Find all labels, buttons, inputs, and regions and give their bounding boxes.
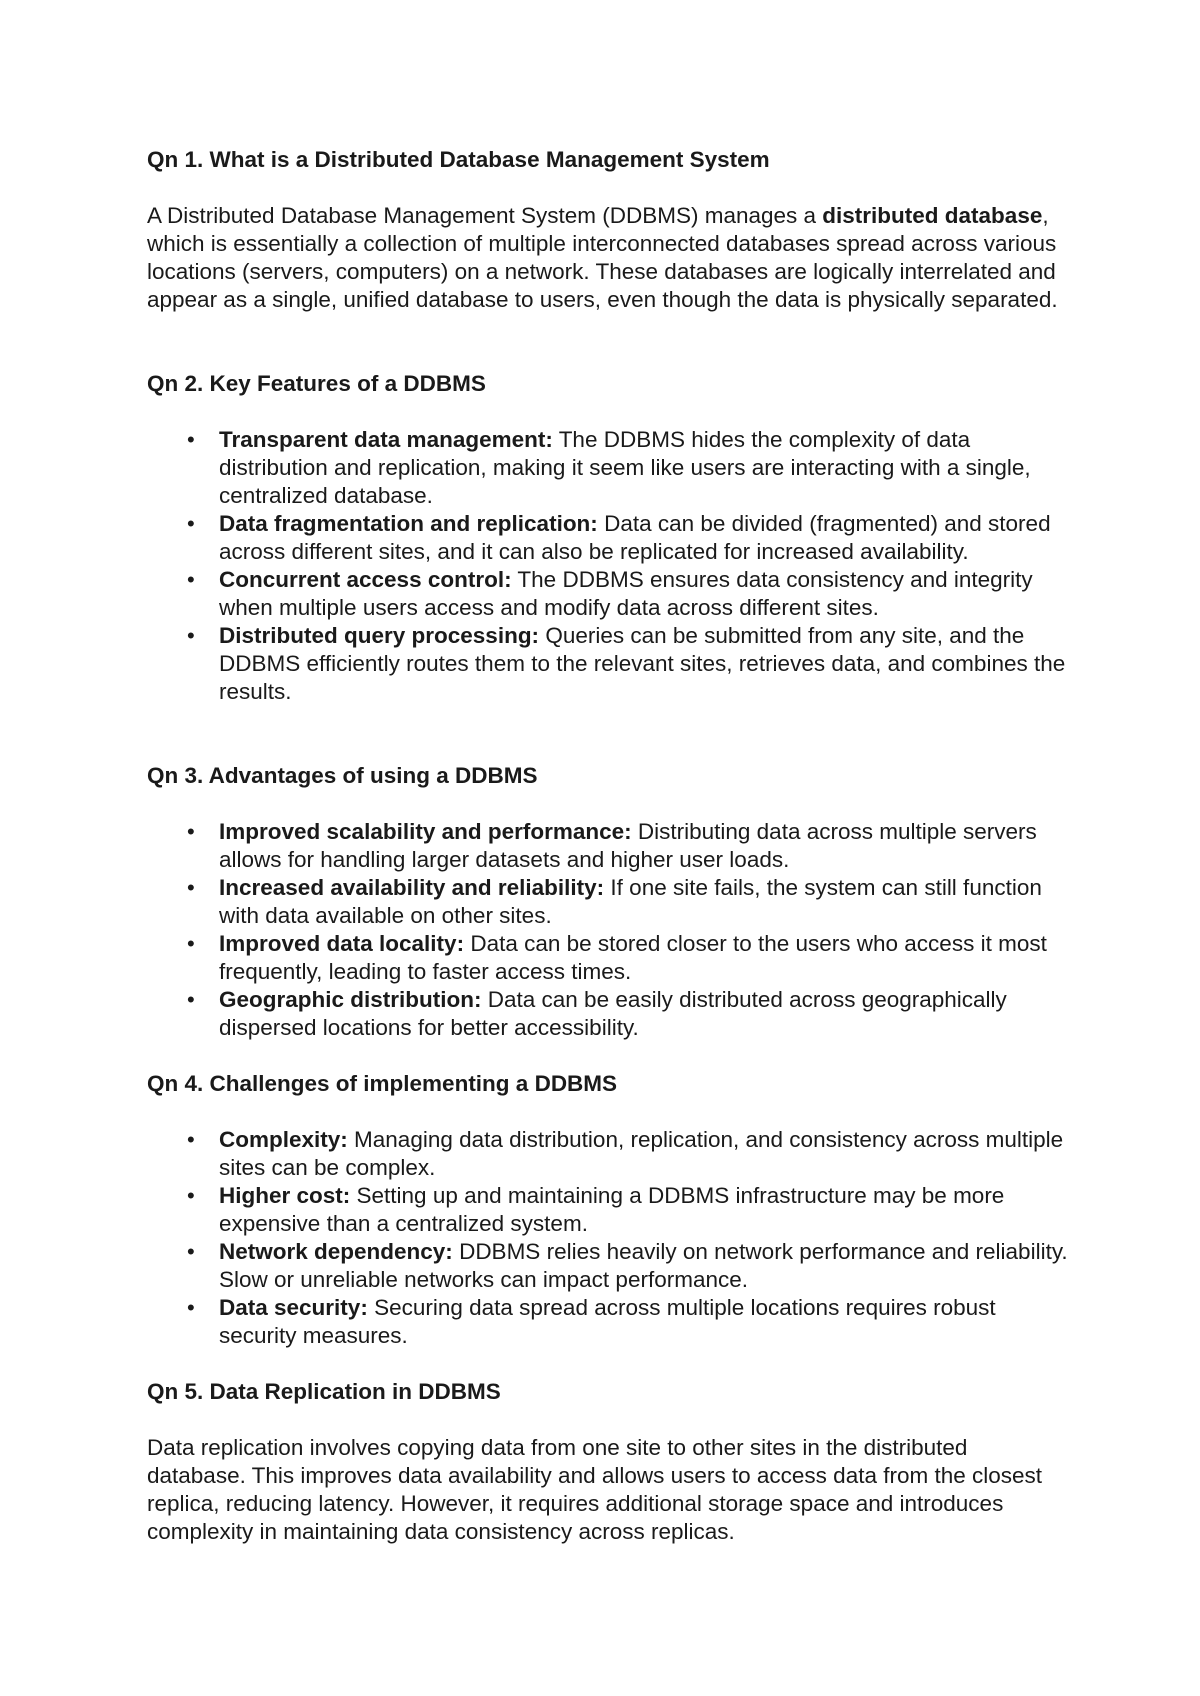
item-term: Improved scalability and performance: bbox=[219, 819, 632, 844]
item-term: Higher cost: bbox=[219, 1183, 351, 1208]
bullet-icon: • bbox=[187, 427, 195, 452]
list-item bbox=[147, 510, 1077, 566]
item-term: Increased availability and reliability: bbox=[219, 875, 605, 900]
item-term: Network dependency: bbox=[219, 1239, 453, 1264]
section-heading-3: Qn 3. Advantages of using a DDBMS bbox=[147, 763, 538, 788]
item-text: Data can be stored closer to the users who access it most frequently, leading to faster access times. bbox=[219, 931, 1047, 984]
paragraph-text: A Distributed Database Management System (DDBMS) manages a bbox=[147, 203, 823, 228]
item-term: Geographic distribution: bbox=[219, 987, 482, 1012]
bullet-icon: • bbox=[187, 1239, 195, 1264]
list-item bbox=[147, 426, 1077, 510]
item-term: Data security: bbox=[219, 1295, 368, 1320]
bullet-icon: • bbox=[187, 931, 195, 956]
item-text: Data can be divided (fragmented) and stored across different sites, and it can also be replicated for increased availability. bbox=[219, 511, 1051, 564]
list-item bbox=[147, 1182, 1077, 1238]
list-item bbox=[147, 1294, 1077, 1350]
section-heading-5: Qn 5. Data Replication in DDBMS bbox=[147, 1379, 501, 1404]
item-text: Managing data distribution, replication, and consistency across multiple sites can be complex. bbox=[219, 1127, 1064, 1180]
item-text: Queries can be submitted from any site, and the DDBMS efficiently routes them to the relevant sites, retrieves data, and combines the results. bbox=[219, 623, 1066, 704]
list-item bbox=[147, 874, 1077, 930]
item-text: Setting up and maintaining a DDBMS infrastructure may be more expensive than a centralized system. bbox=[219, 1183, 1005, 1236]
list-item bbox=[147, 1238, 1077, 1294]
challenges-list bbox=[147, 1126, 1077, 1350]
item-term: Improved data locality: bbox=[219, 931, 465, 956]
item-text: The DDBMS ensures data consistency and integrity when multiple users access and modify data across different sites. bbox=[219, 567, 1033, 620]
list-item bbox=[147, 930, 1077, 986]
list-item bbox=[147, 818, 1077, 874]
bullet-icon: • bbox=[187, 1183, 195, 1208]
item-text: Securing data spread across multiple locations requires robust security measures. bbox=[219, 1295, 996, 1348]
list-item bbox=[147, 986, 1077, 1042]
section-5-paragraph bbox=[147, 1434, 1072, 1546]
section-heading-4: Qn 4. Challenges of implementing a DDBMS bbox=[147, 1071, 618, 1096]
item-term: Data fragmentation and replication: bbox=[219, 511, 598, 536]
bullet-icon: • bbox=[187, 875, 195, 900]
key-features-list bbox=[147, 426, 1077, 706]
bullet-icon: • bbox=[187, 987, 195, 1012]
section-1-paragraph bbox=[147, 202, 1072, 314]
section-heading-1: Qn 1. What is a Distributed Database Management System bbox=[147, 147, 770, 172]
item-text: If one site fails, the system can still function with data available on other sites. bbox=[219, 875, 1042, 928]
item-text: DDBMS relies heavily on network performance and reliability. Slow or unreliable networks can impact performance. bbox=[219, 1239, 1068, 1292]
item-term: Concurrent access control: bbox=[219, 567, 512, 592]
paragraph-text: , which is essentially a collection of multiple interconnected databases spread across various locations (servers, computers) on a network. These databases are logically interrelated and appear as a single, unified database to users, even though the data is physically separated. bbox=[147, 203, 1058, 312]
bullet-icon: • bbox=[187, 567, 195, 592]
section-heading-2: Qn 2. Key Features of a DDBMS bbox=[147, 371, 486, 396]
bullet-icon: • bbox=[187, 511, 195, 536]
item-term: Distributed query processing: bbox=[219, 623, 540, 648]
item-text: Data can be easily distributed across geographically dispersed locations for better accessibility. bbox=[219, 987, 1007, 1040]
bullet-icon: • bbox=[187, 623, 195, 648]
paragraph-text: Data replication involves copying data from one site to other sites in the distributed database. This improves data availability and allows users to access data from the closest replica, reducing latency. However, it requires additional storage space and introduces complexity in maintaining data consistency across replicas. bbox=[147, 1435, 1043, 1544]
list-item bbox=[147, 1126, 1077, 1182]
bullet-icon: • bbox=[187, 1295, 195, 1320]
paragraph-bold-term: distributed database bbox=[822, 203, 1043, 228]
item-term: Complexity: bbox=[219, 1127, 348, 1152]
item-text: The DDBMS hides the complexity of data distribution and replication, making it seem like users are interacting with a single, centralized database. bbox=[219, 427, 1031, 508]
bullet-icon: • bbox=[187, 1127, 195, 1152]
bullet-icon: • bbox=[187, 819, 195, 844]
item-text: Distributing data across multiple servers allows for handling larger datasets and higher user loads. bbox=[219, 819, 1037, 872]
list-item bbox=[147, 622, 1077, 706]
item-term: Transparent data management: bbox=[219, 427, 553, 452]
list-item bbox=[147, 566, 1077, 622]
advantages-list bbox=[147, 818, 1077, 1042]
